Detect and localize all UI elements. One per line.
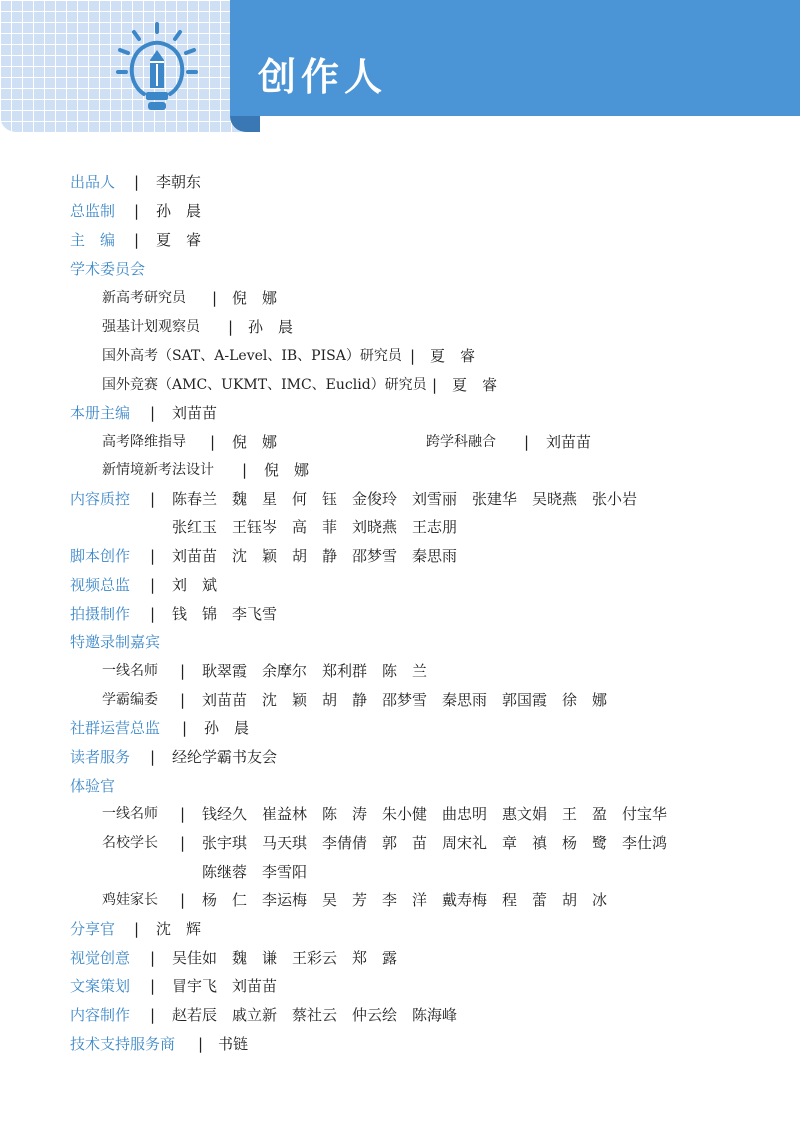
credit-label: 脚本创作	[70, 547, 131, 565]
credit-names: 刘苗苗	[546, 433, 592, 451]
credit-names: 李朝东	[156, 173, 202, 191]
credit-sublabel: 跨学科融合	[426, 434, 496, 450]
credit-names: 钱 锦 李飞雪	[172, 605, 278, 623]
credit-separator: |	[410, 347, 416, 365]
credit-names: 杨 仁 李运梅 吴 芳 李 洋 戴寿梅 程 蕾 胡 冰	[202, 891, 608, 909]
credit-names: 经纶学霸书友会	[172, 748, 278, 766]
credit-sublabel: 国外竞赛（AMC、UKMT、IMC、Euclid）研究员	[102, 377, 427, 393]
credit-sublabel: 鸡娃家长	[102, 892, 158, 908]
credit-separator: |	[198, 1035, 204, 1053]
credit-names: 孙 晨	[248, 318, 294, 336]
credit-names: 孙 晨	[156, 202, 202, 220]
credit-names: 赵若辰 戚立新 蔡社云 仲云绘 陈海峰	[172, 1006, 458, 1024]
credit-separator: |	[150, 977, 156, 995]
credit-names: 吴佳如 魏 谦 王彩云 郑 露	[172, 949, 398, 967]
credit-separator: |	[180, 805, 186, 823]
credit-sublabel: 新情境新考法设计	[102, 462, 214, 478]
credit-names: 陈春兰 魏 星 何 钰 金俊玲 刘雪丽 张建华 吴晓燕 张小岩	[172, 490, 638, 508]
credit-names: 钱经久 崔益林 陈 涛 朱小健 曲忠明 惠文娟 王 盈 付宝华	[202, 805, 668, 823]
credit-separator: |	[150, 1006, 156, 1024]
credit-label: 技术支持服务商	[70, 1035, 176, 1053]
credit-label: 主 编	[70, 231, 116, 249]
credit-separator: |	[134, 202, 140, 220]
credit-separator: |	[228, 318, 234, 336]
credit-sublabel: 名校学长	[102, 835, 158, 851]
credit-names: 书链	[218, 1035, 249, 1053]
credit-separator: |	[524, 433, 530, 451]
credit-separator: |	[180, 891, 186, 909]
credit-separator: |	[134, 920, 140, 938]
credit-names: 刘苗苗 沈 颖 胡 静 邵梦雪 秦思雨	[172, 547, 458, 565]
credit-separator: |	[180, 691, 186, 709]
page-title: 创作人	[258, 55, 388, 99]
credit-sublabel: 高考降维指导	[102, 434, 186, 450]
credit-label: 内容制作	[70, 1006, 131, 1024]
credit-separator: |	[150, 490, 156, 508]
credit-label: 分享官	[70, 920, 116, 938]
credit-separator: |	[242, 461, 248, 479]
credit-separator: |	[212, 289, 218, 307]
credit-names: 张宇琪 马天琪 李倩倩 郭 苗 周宋礼 章 禛 杨 鹭 李仕鸿	[202, 834, 668, 852]
credit-label: 学术委员会	[70, 260, 146, 278]
credit-names: 张红玉 王钰岑 高 菲 刘晓燕 王志朋	[172, 518, 458, 536]
credit-label: 拍摄制作	[70, 605, 131, 623]
credit-names: 倪 娜	[232, 289, 278, 307]
credit-label: 总监制	[70, 202, 116, 220]
credit-label: 特邀录制嘉宾	[70, 633, 161, 651]
credit-sublabel: 学霸编委	[102, 692, 158, 708]
credit-label: 出品人	[70, 173, 116, 191]
credit-names: 刘苗苗	[172, 404, 218, 422]
credit-names: 沈 辉	[156, 920, 202, 938]
credit-sublabel: 强基计划观察员	[102, 319, 200, 335]
credit-separator: |	[180, 834, 186, 852]
credit-separator: |	[150, 605, 156, 623]
credit-separator: |	[134, 231, 140, 249]
credit-label: 文案策划	[70, 977, 131, 995]
credit-sublabel: 一线名师	[102, 663, 158, 679]
credit-names: 夏 睿	[156, 231, 202, 249]
credit-separator: |	[134, 173, 140, 191]
credit-names: 刘苗苗 沈 颖 胡 静 邵梦雪 秦思雨 郭国霞 徐 娜	[202, 691, 608, 709]
credit-names: 刘 斌	[172, 576, 218, 594]
credit-names: 倪 娜	[232, 433, 278, 451]
credit-label: 视觉创意	[70, 949, 131, 967]
credit-label: 社群运营总监	[70, 719, 161, 737]
credit-names: 耿翠霞 余摩尔 郑利群 陈 兰	[202, 662, 428, 680]
credit-separator: |	[210, 433, 216, 451]
credit-names: 夏 睿	[430, 347, 476, 365]
credit-separator: |	[150, 748, 156, 766]
credit-label: 本册主编	[70, 404, 131, 422]
credit-names: 冒宇飞 刘苗苗	[172, 977, 278, 995]
credit-names: 夏 睿	[452, 376, 498, 394]
credit-separator: |	[150, 576, 156, 594]
credit-sublabel: 一线名师	[102, 806, 158, 822]
credit-label: 读者服务	[70, 748, 131, 766]
credit-separator: |	[150, 547, 156, 565]
credit-names: 陈继蓉 李雪阳	[202, 863, 308, 881]
credit-separator: |	[182, 719, 188, 737]
credit-label: 内容质控	[70, 490, 131, 508]
credit-names: 倪 娜	[264, 461, 310, 479]
credit-sublabel: 新高考研究员	[102, 290, 186, 306]
credit-separator: |	[150, 949, 156, 967]
credit-names: 孙 晨	[204, 719, 250, 737]
credit-label: 体验官	[70, 777, 116, 795]
credit-label: 视频总监	[70, 576, 131, 594]
credit-separator: |	[180, 662, 186, 680]
credit-separator: |	[432, 376, 438, 394]
credit-separator: |	[150, 404, 156, 422]
credit-sublabel: 国外高考（SAT、A-Level、IB、PISA）研究员	[102, 348, 402, 364]
